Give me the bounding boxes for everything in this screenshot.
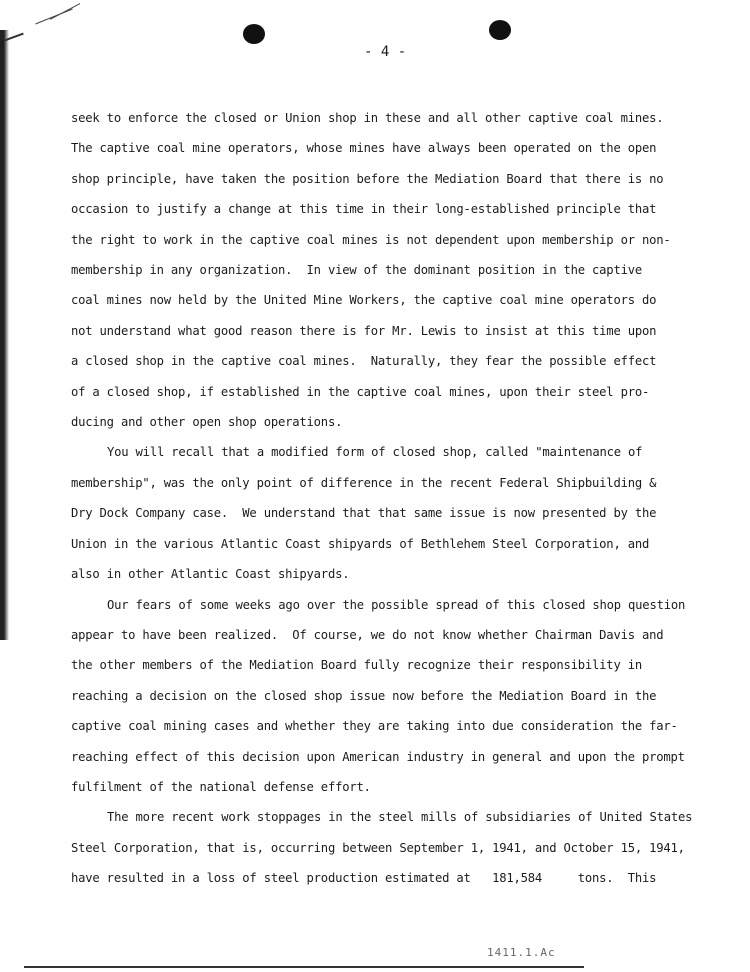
text-line: fulfilment of the national defense effort. [71, 779, 371, 794]
paragraph-start-line: You will recall that a modified form of closed shop, called "maintenance of [107, 445, 643, 460]
text-line: of a closed shop, if established in the captive coal mines, upon their steel pro- [71, 384, 650, 399]
text-line: Dry Dock Company case. We understand that that same issue is now presented by the [71, 506, 657, 521]
footer-handwritten-mark: 1411.1.Ac [487, 946, 556, 959]
text-line: occasion to justify a change at this time in their long-established principle that [71, 202, 657, 217]
text-line: The captive coal mine operators, whose mines have always been operated on the open [71, 141, 657, 156]
text-line: also in other Atlantic Coast shipyards. [71, 567, 350, 582]
text-line: reaching a decision on the closed shop issue now before the Mediation Board in the [71, 688, 657, 703]
punch-hole-right [489, 20, 511, 40]
text-line: not understand what good reason there is for Mr. Lewis to insist at this time upon [71, 323, 657, 338]
text-line: membership in any organization. In view of the dominant position in the captive [71, 263, 642, 278]
text-line: captive coal mining cases and whether they are taking into due consideration the far- [71, 719, 678, 734]
left-edge-mark [0, 30, 12, 640]
text-line: have resulted in a loss of steel production estimated at 181,584 tons. This [71, 871, 657, 886]
text-line: ducing and other open shop operations. [71, 415, 343, 430]
text-line: Union in the various Atlantic Coast shipyards of Bethlehem Steel Corporation, and [71, 536, 650, 551]
text-line: seek to enforce the closed or Union shop in these and all other captive coal mines. [71, 111, 664, 125]
text-line: coal mines now held by the United Mine Workers, the captive coal mine operators do [71, 293, 657, 308]
bottom-rule [24, 966, 584, 968]
text-line: membership", was the only point of difference in the recent Federal Shipbuilding & [71, 475, 657, 490]
text-line: a closed shop in the captive coal mines. Naturally, they fear the possible effect [71, 354, 657, 369]
text-line: Steel Corporation, that is, occurring between September 1, 1941, and October 15, 1941, [71, 840, 685, 855]
punch-hole-left [243, 24, 265, 44]
text-line: appear to have been realized. Of course, we do not know whether Chairman Davis and [71, 627, 664, 642]
document-body [71, 103, 743, 894]
page-number: - 4 - [364, 44, 407, 60]
text-line: the right to work in the captive coal mines is not dependent upon membership or non- [71, 232, 671, 247]
text-line: shop principle, have taken the position before the Mediation Board that there is no [71, 171, 664, 186]
corner-scribble [30, 2, 90, 24]
paragraph-start-line: The more recent work stoppages in the steel mills of subsidiaries of United States [107, 810, 693, 825]
text-line: the other members of the Mediation Board fully recognize their responsibility in [71, 658, 642, 673]
text-line: reaching effect of this decision upon American industry in general and upon the prompt [71, 749, 685, 764]
paragraph-start-line: Our fears of some weeks ago over the possible spread of this closed shop question [107, 597, 686, 612]
